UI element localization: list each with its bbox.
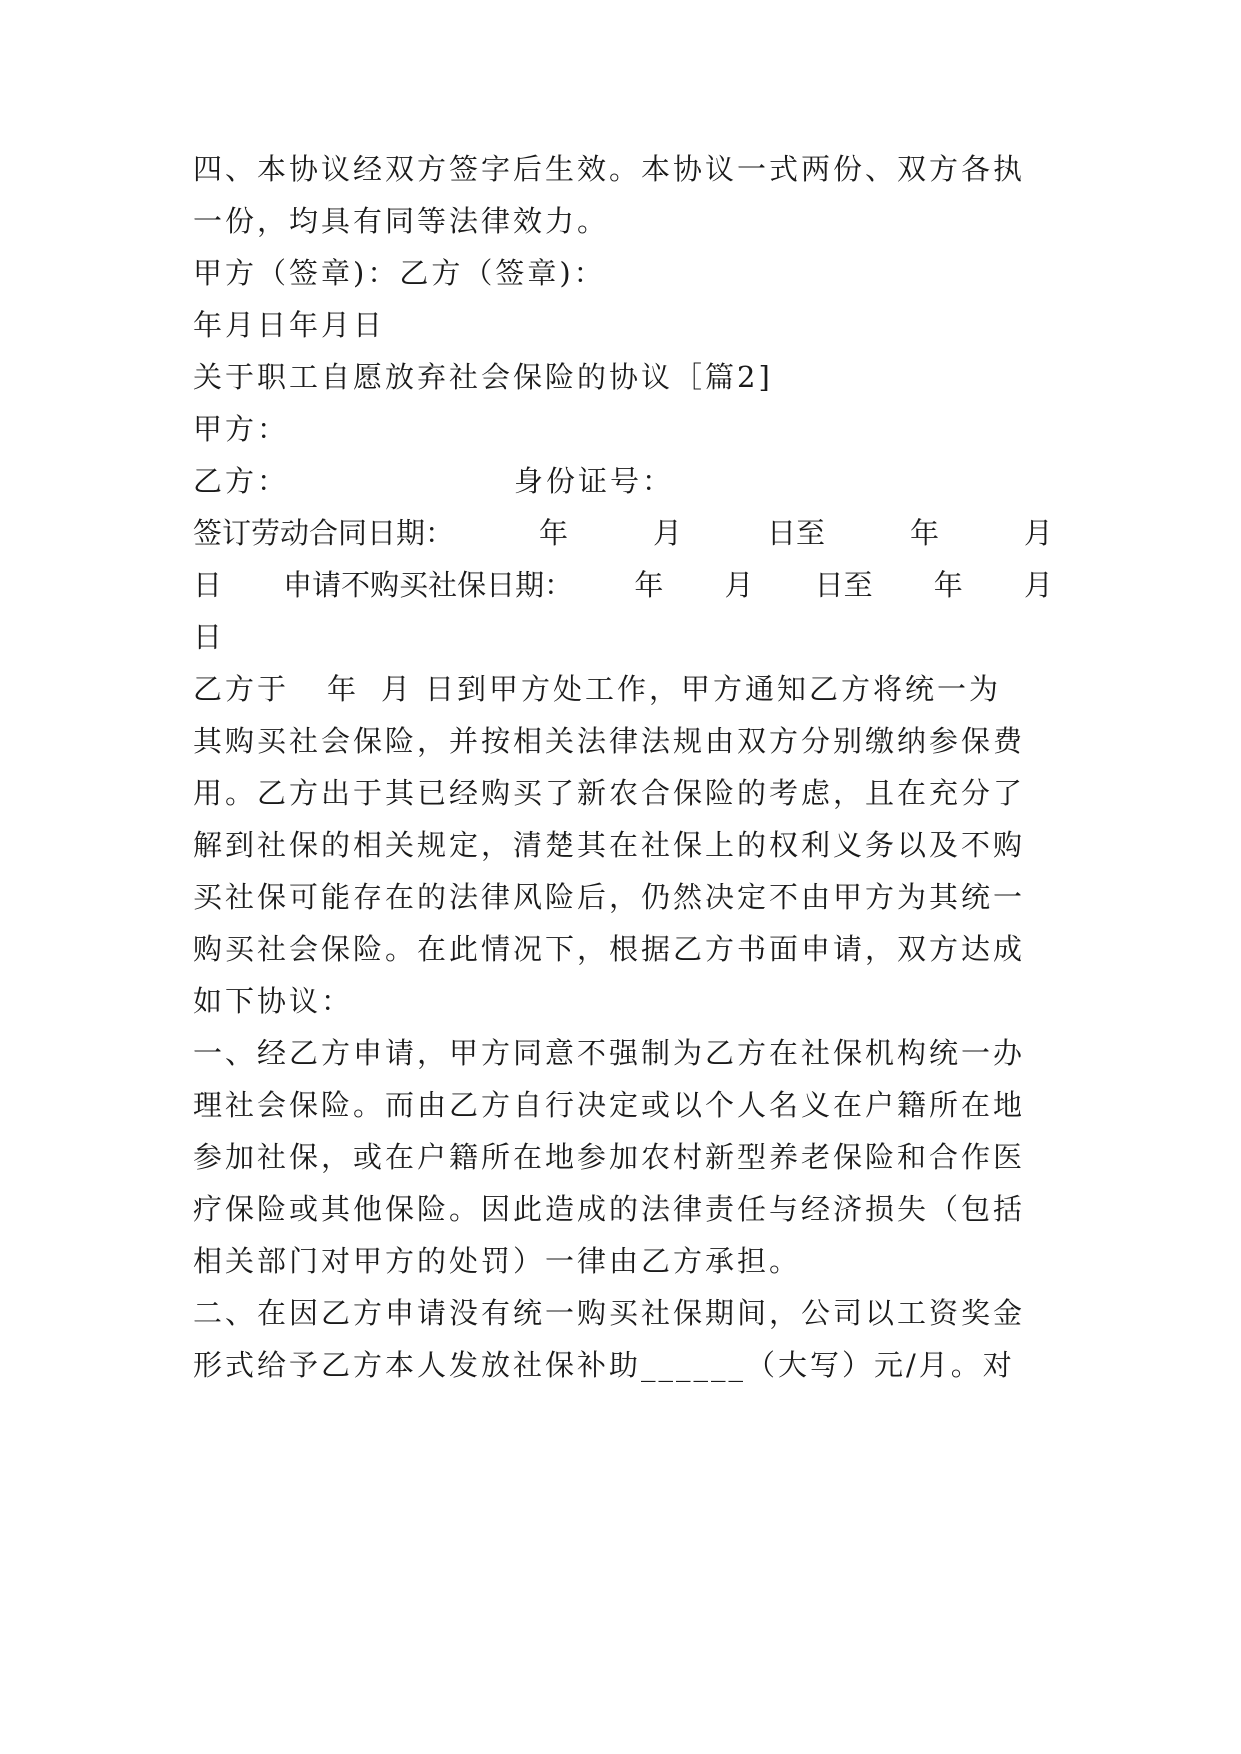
day-to-label: 日至 [814,568,873,602]
clause-four-line-2: 一份，均具有同等法律效力。 [193,204,610,238]
paragraph-line: 其购买社会保险，并按相关法律法规由双方分别缴纳参保费 [193,724,1026,758]
clause-one-line: 理社会保险。而由乙方自行决定或以个人名义在户籍所在地 [193,1088,1026,1122]
day-label: 日 [193,568,223,602]
no-insurance-date-label: 申请不购买社保日期： [283,568,574,602]
paragraph-line: 解到社保的相关规定，清楚其在社保上的权利义务以及不购 [193,828,1026,862]
clause-two-line: 二、在因乙方申请没有统一购买社保期间，公司以工资奖金 [193,1296,1026,1330]
paragraph-line: 购买社会保险。在此情况下，根据乙方书面申请，双方达成 [193,932,1026,966]
work-start-line [193,660,1053,718]
clause-one-line: 相关部门对甲方的处罚）一律由乙方承担。 [193,1244,802,1278]
party-b-at-label: 乙方于 [193,672,290,706]
party-a-label: 甲方： [193,412,290,446]
no-insurance-date-line [193,556,1053,614]
year-label: 年 [327,672,360,706]
year-label: 年 [933,568,963,602]
month-label: 月 [652,516,682,550]
clause-four-line-1: 四、本协议经双方签字后生效。本协议一式两份、双方各执 [193,152,1026,186]
clause-one-line: 参加社保，或在户籍所在地参加农村新型养老保险和合作医 [193,1140,1026,1174]
clause-two-line: 形式给予乙方本人发放社保补助______（大写）元/月。对 [193,1348,1015,1382]
section-heading: 关于职工自愿放弃社会保险的协议［篇2] [193,360,773,394]
paragraph-line: 用。乙方出于其已经购买了新农合保险的考虑，且在充分了 [193,776,1026,810]
year-label: 年 [909,516,939,550]
month-label: 月 [1023,568,1053,602]
paragraph-line: 买社保可能存在的法律风险后，仍然决定不由甲方为其统一 [193,880,1026,914]
month-label: 月 [381,672,414,706]
contract-date-line [193,504,1053,562]
signature-line: 甲方（签章)：乙方（签章)： [193,256,606,290]
party-b-label: 乙方： [193,464,290,498]
id-number-label: 身份证号： [514,464,675,498]
year-label: 年 [634,568,664,602]
day-to-label: 日至 [766,516,825,550]
clause-one-line: 一、经乙方申请，甲方同意不强制为乙方在社保机构统一办 [193,1036,1026,1070]
paragraph-line: 如下协议： [193,984,354,1018]
day-line: 日 [193,620,226,654]
party-b-line [193,452,1053,510]
month-label: 月 [724,568,754,602]
day-label: 日到甲方处工作，甲方通知乙方将统一为 [425,672,1002,706]
month-label: 月 [1023,516,1053,550]
clause-one-line: 疗保险或其他保险。因此造成的法律责任与经济损失（包括 [193,1192,1026,1226]
date-line: 年月日年月日 [193,308,386,342]
year-label: 年 [538,516,568,550]
contract-date-label: 签订劳动合同日期： [193,516,455,550]
